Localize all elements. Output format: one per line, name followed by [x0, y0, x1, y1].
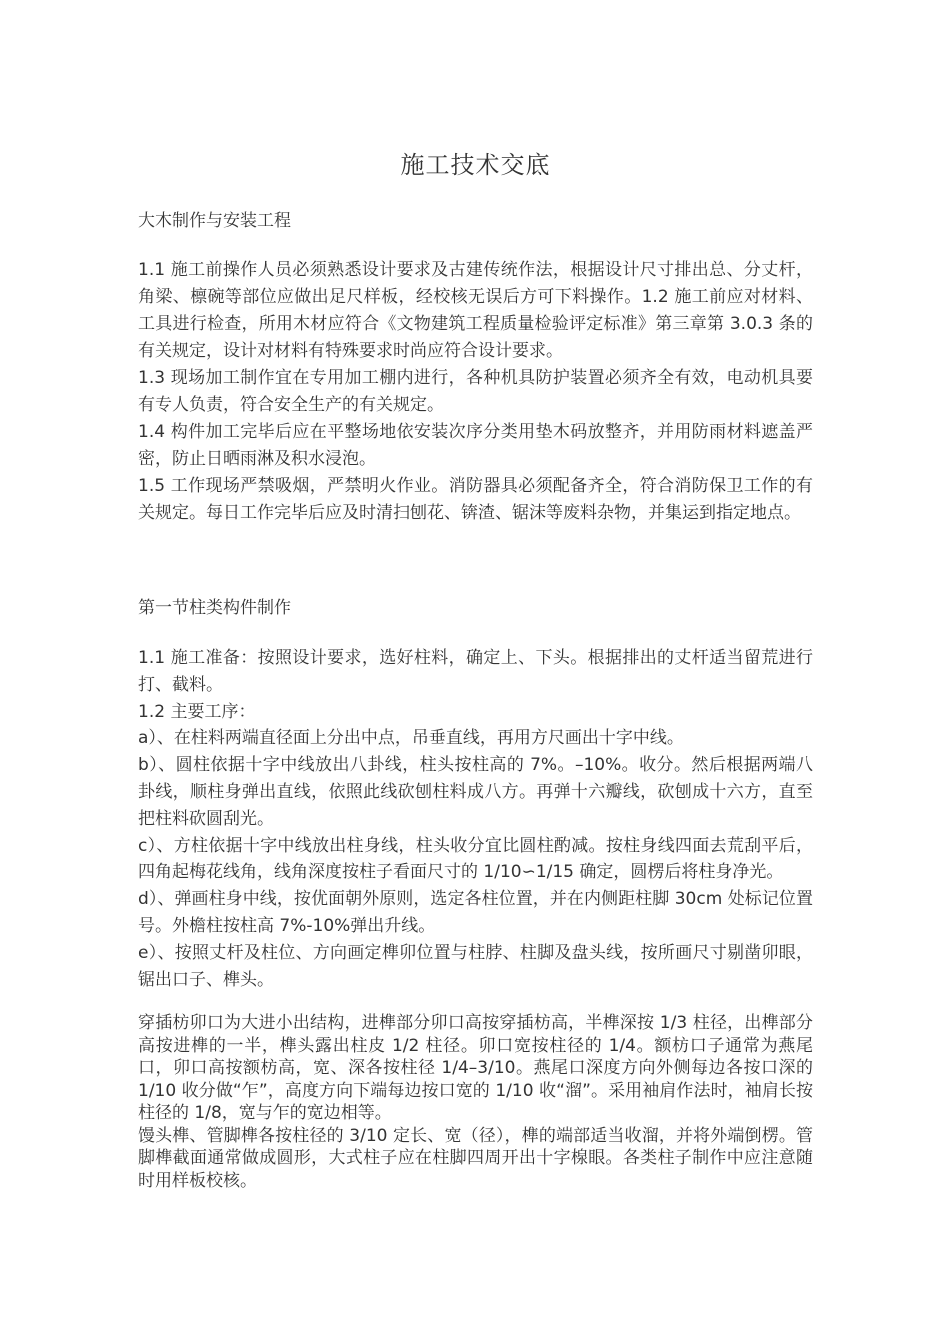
- paragraph: e）、按照丈杆及柱位、方向画定榫卯位置与柱脖、柱脚及盘头线，按所画尺寸剔凿卯眼，锯出口子、榫头。: [138, 942, 813, 990]
- paragraph: d）、弹画柱身中线，按优面朝外原则，选定各柱位置，并在内侧距柱脚 30cm 处标记位置号。外檐柱按柱高 7%-10%弹出升线。: [138, 889, 813, 936]
- section-column-body: [138, 645, 813, 993]
- document-title: 施工技术交底: [400, 151, 551, 179]
- section-carpentry-body: [138, 257, 813, 527]
- paragraph: 1.3 现场加工制作宜在专用加工棚内进行，各种机具防护装置必须齐全有效，电动机具要有专人负责，符合安全生产的有关规定。: [138, 368, 813, 415]
- paragraph: c）、方柱依据十字中线放出柱身线，柱头收分宜比圆柱酌减。按柱身线四面去荒刮平后，四角起梅花线角，线角深度按柱子看面尺寸的 1/10∽1/15 确定，圆楞后将柱身净光。: [138, 835, 813, 883]
- paragraph: 馒头榫、管脚榫各按柱径的 3/10 定长、宽（径），榫的端部适当收溜，并将外端倒楞。管脚榫截面通常做成圆形，大式柱子应在柱脚四周开出十字楾眼。各类柱子制作中应注意随时用样板校核。: [138, 1125, 813, 1191]
- paragraph: 1.1 施工准备：按照设计要求，选好柱料，确定上、下头。根据排出的丈杆适当留荒进行打、截料。: [138, 648, 813, 695]
- paragraph: a）、在柱料两端直径面上分出中点，吊垂直线，再用方尺画出十字中线。: [138, 728, 684, 749]
- paragraph: 1.5 工作现场严禁吸烟，严禁明火作业。消防器具必须配备齐全，符合消防保卫工作的有关规定。每日工作完毕后应及时清扫刨花、锛渣、锯沫等废料杂物，并集运到指定地点。: [138, 476, 813, 523]
- paragraph: 1.2 主要工序：: [138, 701, 256, 722]
- paragraph: 穿插枋卯口为大进小出结构，进榫部分卯口高按穿插枋高，半榫深按 1/3 柱径，出榫部分高按进榫的一半，榫头露出柱皮 1/2 柱径。卯口宽按柱径的 1/4。额枋口子通常为燕尾口，卯口高按额枋高，宽、深各按柱径 1/4–3/10。燕尾口深度方向外侧每边各按口深的 1/10 收分做“乍”，高度方向下端每边按口宽的 1/10 收“溜”。采用袖肩作法时，袖肩长按柱径的 1/8，宽与乍的宽边相等。: [138, 1013, 813, 1123]
- paragraph: b）、圆柱依据十字中线放出八卦线，柱头按柱高的 7%。–10%。收分。然后根据两端八卦线，顺柱身弹出直线，依照此线砍刨柱料成八方。再弹十六瓣线，砍刨成十六方，直至把柱料砍圆刮光。: [138, 755, 813, 829]
- section-heading-carpentry: 大木制作与安装工程: [138, 211, 291, 231]
- paragraph: 1.4 构件加工完毕后应在平整场地依安装次序分类用垫木码放整齐，并用防雨材料遮盖严密，防止日晒雨淋及积水浸泡。: [138, 422, 813, 469]
- section-heading-column: 第一节柱类构件制作: [138, 598, 291, 618]
- section-joinery-body: [138, 1012, 813, 1192]
- paragraph: 1.1 施工前操作人员必须熟悉设计要求及古建传统作法，根据设计尺寸排出总、分丈杆，角梁、檩碗等部位应做出足尺样板，经校核无误后方可下料操作。1.2 施工前应对材料、工具进行检查，所用木材应符合《文物建筑工程质量检验评定标准》第三章第 3.0.3 条的有关规定，设计对材料有特殊要求时尚应符合设计要求。: [138, 260, 813, 361]
